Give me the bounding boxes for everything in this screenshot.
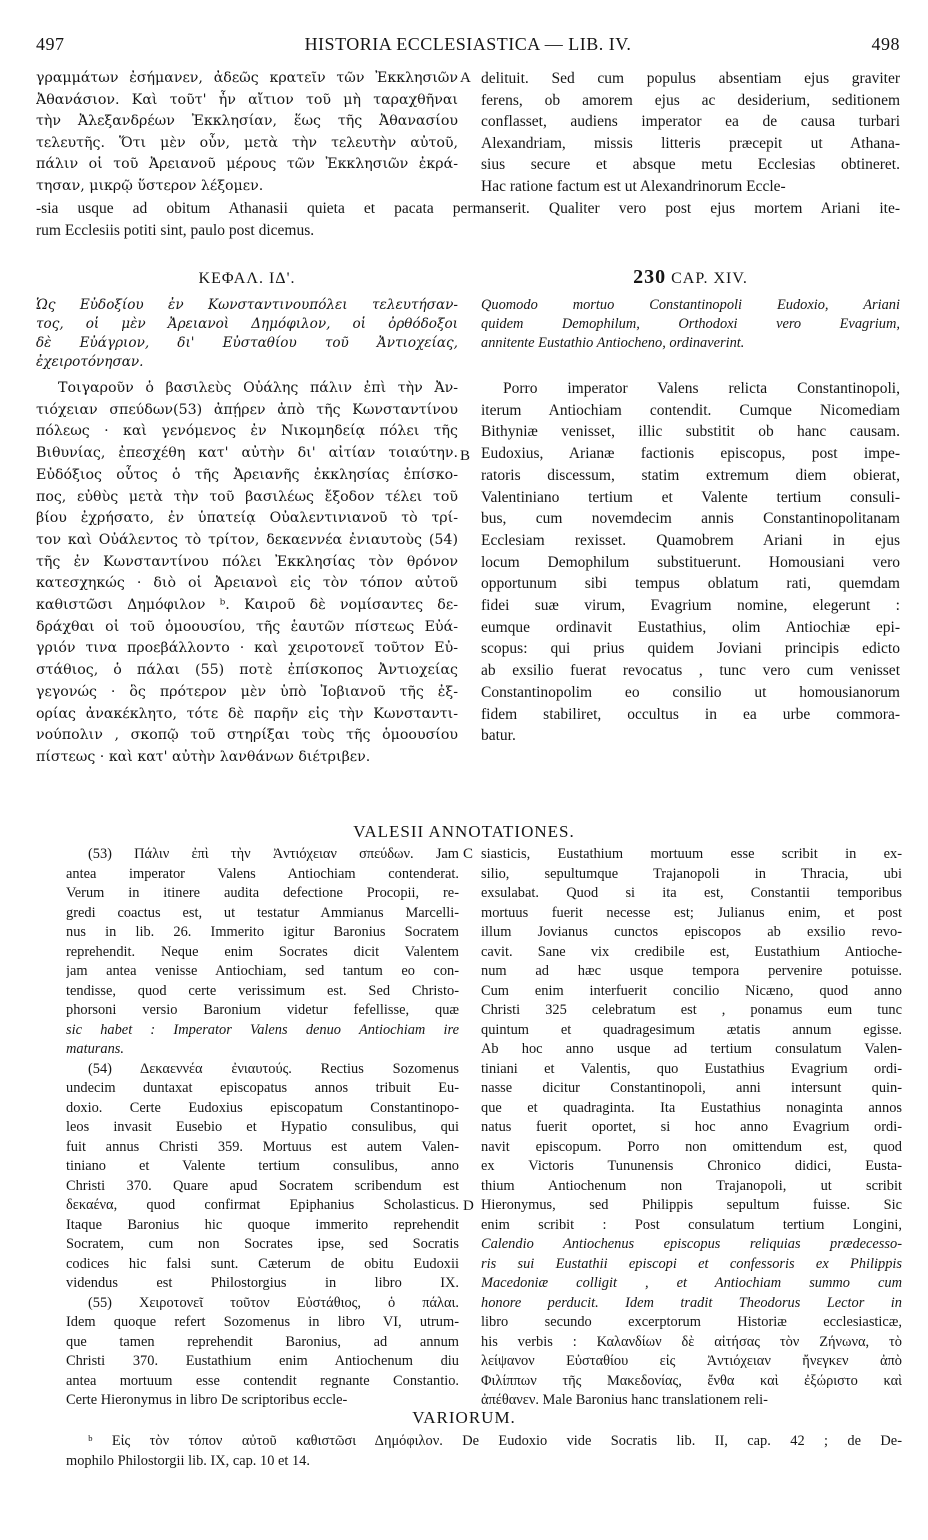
chapter-body-greek xyxy=(36,378,458,769)
annotation-line: Itaque Baronius hic quoque immerito reprehendit xyxy=(66,1216,459,1233)
margin-letter-c: C xyxy=(463,846,474,862)
greek-body-line: τῆς ἐν Κωνσταντίνου πόλει Ἐκκλησίας τὸν θρόνον xyxy=(36,553,458,570)
latin-body-line: iterum Antiochiam contendit. Cumque Nicomediam xyxy=(481,401,900,419)
annotation-line: leos invasit Eusebio et Hypatio consulibus, qui xyxy=(66,1119,459,1135)
annotations-right-column xyxy=(481,845,902,1411)
greek-line: γραμμάτων ἐσήμανεν, ἀδεῶς κρατεῖν τῶν Ἐκκλησιῶν xyxy=(36,70,458,86)
annotation-line: doxio. Certe Eudoxius episcopatum Constantinopo- xyxy=(66,1099,459,1116)
latin-body-line: ratoris discessum, statim extremum diem obierat, xyxy=(481,466,900,484)
latin-body-line: eumque ordinavit Eustathius, olim Antiochiæ epi- xyxy=(481,618,900,636)
annotation-line: illum Jovianus cunctos episcopos ab exsilio revo- xyxy=(481,924,902,940)
annotation-line: reprehendit. Neque enim Socrates dicit Valentem xyxy=(66,943,459,960)
latin-body-line: fidem stabiliret, occultus in ea urbe commora- xyxy=(481,705,900,723)
chapter-heading-greek: ΚΕΦΑΛ. ΙΔ'. xyxy=(198,270,296,287)
annotation-line: ex Victoris Tununensis Chronico didici, Eusta- xyxy=(481,1158,902,1174)
latin-body-line: Eudoxius, Arianæ factionis episcopus, post impe- xyxy=(481,445,900,463)
annotation-line: antea mortuum esse contendit regnante Constantio. xyxy=(66,1372,459,1389)
annotation-line: (54) Δεκαεννέα ἐνιαυτούς. Rectius Sozomenus xyxy=(88,1060,459,1077)
latin-body-line: Porro imperator Valens relicta Constantinopoli, xyxy=(503,380,900,397)
greek-body-line: δράχθαι οἱ τοῦ ὁμοουσίου, τῆς ἑαυτῶν πίστεως Εὐά- xyxy=(36,618,458,635)
page-number-left: 497 xyxy=(36,34,65,54)
annotation-line: (55) Χειροτονεῖ τοῦτον Εὐστάθιος, ὁ πάλαι. xyxy=(88,1294,459,1311)
greek-body-line: τον καὶ Οὐάλεντος τὸ τρίτον, δεκαεννέα ἐνιαυτοὺς (54) xyxy=(36,531,458,548)
annotation-line: codices hic falsi sunt. Cæterum de obitu Eudoxii xyxy=(66,1255,459,1272)
chapter-number: 230 xyxy=(633,266,667,288)
latin-line: sius secure et absque metu Ecclesias obtineret. xyxy=(481,156,900,174)
greek-summary-line: δὲ Εὐάγριον, δι' Εὐσταθίου τοῦ Ἀντιοχείας, xyxy=(36,335,458,351)
annotation-line: Christi 370. Eustathium enim Antiochenum diu xyxy=(66,1353,459,1369)
annotation-line: thium Antiochenum non Trajanopoli, ut scribit xyxy=(481,1177,902,1194)
annotation-line: enim scribit : Post consulatum tertium Longini, xyxy=(481,1216,902,1233)
annotation-line: tiniani et Valentis, quo Eustathius Evagrium ordi- xyxy=(481,1060,902,1077)
latin-body-line: Constantinopolim eo consilio ut homousianorum xyxy=(481,683,900,701)
greek-body-line: νούπολιν , σκοπῷ τοῦ στηρίξαι τοὺς τῆς ὁμοουσίου xyxy=(36,727,458,744)
annotation-line: mortuus fuerit necesse est; Julianus enim, et post xyxy=(481,904,902,921)
annotation-line: num ad hæc usque tempora pervenire potuisse. xyxy=(481,963,902,979)
latin-body-line: ab exsilio fuerat revocatus , tunc vero cum venisset xyxy=(481,662,900,680)
annotation-line: honore perducit. Idem tradit Theodorus Lector in xyxy=(481,1294,902,1311)
latin-body-line: bus, cum novemdecim annis Constantinopolitanam xyxy=(481,510,900,528)
continuation-line: -sia usque ad obitum Athanasii quieta et pacata permanserit. Qualiter vero post ejus mortem Ariani ite- xyxy=(36,200,900,217)
annotation-line: Verum in itinere audita defectione Procopii, re- xyxy=(66,885,459,901)
annotation-line: exsulabat. Quod si ita est, Constantii temporibus xyxy=(481,885,902,901)
annotation-line: tendisse, quod certe verissimum est. Sed Christo- xyxy=(66,982,459,999)
annotation-line: Φιλίππων τῆς Μακεδονίας, ἔνθα καὶ ἐξώριστο καὶ xyxy=(481,1372,902,1389)
greek-line: τελευτῆς. Ὅτι μὲν οὖν, μετὰ τὴν τελευτὴν αὐτοῦ, xyxy=(36,134,458,151)
annotation-line: Christi 325 celebratum est , ponamus eum tunc xyxy=(481,1002,902,1018)
full-width-continuation xyxy=(36,198,900,241)
greek-line: πάλιν οἱ τοῦ Ἀρειανοῦ μέρους τῶν Ἐκκλησιῶν ἐκρά- xyxy=(36,156,458,173)
latin-line: conflasset, audiens imperator ea de causa turbari xyxy=(481,113,900,131)
margin-letter-b: B xyxy=(460,448,471,464)
annotation-line: undecim duntaxat episcopatus annos tribuit Eu- xyxy=(66,1080,459,1096)
annotation-line: quintum et quadragesimum ætatis annum egisse. xyxy=(481,1021,902,1038)
annotation-line: Ab hoc anno usque ad tertium consulatum Valen- xyxy=(481,1041,902,1057)
greek-body-line: βίου ἐχρήσατο, ἐν ὑπατείᾳ Οὐαλεντινιανοῦ τὸ τρί- xyxy=(36,510,458,527)
greek-body-line: γεγονώς · ὃς πρότερον μὲν ὑπὸ Ἰοβιανοῦ τῆς ἐξ- xyxy=(36,683,458,700)
running-title: HISTORIA ECCLESIASTICA — LIB. IV. xyxy=(304,34,632,54)
annotation-line: Cum enim interfuerit concilio Nicæno, quod anno xyxy=(481,982,902,999)
annotation-line: siasticis, Eustathium mortuum esse scribit in ex- xyxy=(481,846,902,862)
greek-summary-line: τος, οἱ μὲν Ἀρειανοὶ Δημόφιλον, οἱ ὀρθόδοξοι xyxy=(36,316,458,332)
greek-line: Ἀθανάσιον. Καὶ τοῦτ' ἦν αἴτιον τοῦ μὴ ταραχθῆναι xyxy=(36,91,458,108)
annotation-line: que tamen reprehendit Baronius, ad annum xyxy=(66,1333,459,1350)
variorum-line: mophilo Philostorgii lib. IX, cap. 10 et 14. xyxy=(66,1452,310,1469)
top-greek-column xyxy=(36,68,458,198)
annotation-line: videndus est Philostorgius in libro IX. xyxy=(66,1275,459,1291)
greek-line: τὴν Ἀλεξανδρέων Ἐκκλησίαν, ἕως τῆς Ἀθανασίου xyxy=(36,113,458,130)
latin-body-line: scopus: qui prius quidem Joviani principis edicto xyxy=(481,640,900,658)
annotation-line: maturans. xyxy=(66,1041,124,1057)
running-header xyxy=(36,34,900,56)
greek-body-line: Τοιγαροῦν ὁ βασιλεὺς Οὐάλης πάλιν ἐπὶ τὴν Ἀν- xyxy=(58,380,458,396)
latin-body-line: Ecclesiam rexisset. Quamobrem Ariani in ejus xyxy=(481,531,900,549)
latin-body-line: Bithyniæ venisset, illic substitit ob hanc causam. xyxy=(481,423,900,441)
latin-line: ferens, ob amorem ejus ac desiderium, seditionem xyxy=(481,91,900,109)
annotation-line: fuit annus Christi 359. Mortuus est autem Valen- xyxy=(66,1138,459,1155)
latin-summary-line: annitente Eustathio Antiocheno, ordinaverint. xyxy=(481,335,745,351)
latin-summary-line: quidem Demophilum, Orthodoxi vero Evagrium, xyxy=(481,316,900,332)
annotation-line: Calendio Antiochenus episcopus reliquias prædecesso- xyxy=(481,1236,902,1252)
annotation-line: sic habet : Imperator Valens denuo Antiochiam ire xyxy=(66,1021,459,1038)
latin-body-line: opportunum sibi tempus oblatum rati, quemdam xyxy=(481,575,900,593)
annotation-line: δεκαένα, quod confirmat Epiphanius Scholasticus. xyxy=(66,1197,459,1213)
greek-body-line: πίστεως · καὶ κατ' αὐτὴν λανθάνων διέτριβεν. xyxy=(36,748,371,765)
latin-body-line: Valentiniano tertium et Valente tertium consuli- xyxy=(481,488,900,506)
annotation-line: Idem quoque refert Sozomenus in libro VI, utrum- xyxy=(66,1314,459,1330)
chapter-body-latin xyxy=(481,378,900,747)
margin-letter-d: D xyxy=(463,1198,474,1214)
annotation-line: cavit. Sane vix credibile est, Eustathium Antioche- xyxy=(481,943,902,960)
latin-body-line: batur. xyxy=(481,727,516,745)
greek-body-line: Βιθυνίας, ἐπεσχέθη κατ' αὐτὴν δι' αἰτίαν τοιαύτην. xyxy=(36,445,458,462)
annotation-line: ris sui Eustathii episcopi et confessoris ex Philippis xyxy=(481,1255,902,1272)
greek-body-line: γριόν τινα προεβάλλοντο · καὶ χειροτονεῖ τοῦτον Εὐ- xyxy=(36,640,458,657)
latin-line: Hac ratione factum est ut Alexandrinorum Eccle- xyxy=(481,177,786,195)
annotation-line: Socratem, cum non Socrates ipse, sed Socratis xyxy=(66,1236,459,1252)
chapter-heading-latin xyxy=(481,266,900,289)
variorum-notes xyxy=(66,1432,902,1471)
variorum-line: ᵇ Εἰς τὸν τόπον αὐτοῦ καθιστῶσι Δημόφιλον. De Eudoxio vide Socratis lib. II, cap. 42 ; de De- xyxy=(88,1433,902,1449)
annotation-line: navit episcopum. Porro non omittendum est, quod xyxy=(481,1138,902,1155)
latin-line: delituit. Sed cum populus absentiam ejus graviter xyxy=(481,70,900,87)
greek-body-line: Εὐδόξιος οὗτος ὁ τῆς Ἀρειανῆς ἐκκλησίας ἐπίσκο- xyxy=(36,466,458,483)
annotation-line: λείψανον Εὐσταθίου εἰς Ἀντιόχειαν ἤνεγκεν ἀπὸ xyxy=(481,1353,902,1369)
annotation-line: que et quadraginta. Ita Eustathius nonaginta annos xyxy=(481,1099,902,1116)
annotation-line: silio, sepultumque Trajanopoli in Thracia, ubi xyxy=(481,865,902,882)
latin-body-line: locum Demophilum substituerunt. Homousiani vero xyxy=(481,553,900,571)
annotation-line: Macedoniæ colligit , et Antiochiam summo cum xyxy=(481,1275,902,1291)
page-number-right: 498 xyxy=(871,34,900,54)
greek-body-line: τιόχειαν σπεύδων(53) ἀπῄρεν ἀπὸ τῆς Κωνσταντίνου xyxy=(36,401,458,418)
annotation-line: jam antea venisse Antiochiam, sed tantum eo con- xyxy=(66,963,459,979)
annotation-line: libro secundo excerptorum Historiæ ecclesiasticæ, xyxy=(481,1314,902,1330)
latin-body-line: fidei suæ virum, Evagrium nomine, elegerunt : xyxy=(481,597,900,615)
greek-line: τησαν, μικρῷ ὕστερον λέξομεν. xyxy=(36,177,264,194)
annotation-line: antea imperator Valens Antiochiam contenderat. xyxy=(66,865,459,882)
annotation-line: his verbis : Καλανδίων δὲ αἰτήσας τὸν Ζήνωνα, τὸ xyxy=(481,1333,902,1350)
greek-summary-line: ἐχειροτόνησαν. xyxy=(36,354,144,370)
greek-body-line: πος, εὐθὺς μετὰ τὴν τοῦ βασιλέως ἔξοδον τέλει τοῦ xyxy=(36,488,458,505)
latin-line: Alexandriam, missis litteris præcepit ut Athana- xyxy=(481,134,900,152)
chapter-label: CAP. XIV. xyxy=(671,270,748,287)
margin-letter-a: A xyxy=(460,70,471,86)
continuation-line: rum Ecclesiis potiti sint, paulo post dicemus. xyxy=(36,221,315,239)
annotation-line: natus fuerit oportet, si hoc anno Evagrium ordi- xyxy=(481,1119,902,1135)
latin-summary-line: Quomodo mortuo Constantinopoli Eudoxio, Ariani xyxy=(481,297,900,313)
greek-body-line: κατεσχηκώς · διὸ οἱ Ἀρειανοὶ εἰς τὸν τόπον αὐτοῦ xyxy=(36,575,458,592)
greek-body-line: στάθιος, ὁ πάλαι (55) ποτὲ ἐπίσκοπος Ἀντιοχείας xyxy=(36,662,458,679)
annotations-left-column xyxy=(66,845,459,1411)
annotations-heading: VALESII ANNOTATIONES. xyxy=(353,822,575,841)
greek-summary-line: Ὡς Εὐδοξίου ἐν Κωνσταντινουπόλει τελευτήσαν- xyxy=(36,297,458,313)
annotation-line: ἀπέθανεν. Male Baronius hanc translationem reli- xyxy=(481,1392,768,1408)
annotation-line: gredi coactus est, ut testatur Ammianus Marcelli- xyxy=(66,904,459,921)
annotation-line: (53) Πάλιν ἐπὶ τὴν Ἀντιόχειαν σπεύδων. Jam xyxy=(88,846,459,862)
annotation-line: Hieronymus, sed Philippis sepultum fuisse. Sic xyxy=(481,1197,902,1213)
variorum-heading: VARIORUM. xyxy=(412,1408,516,1427)
greek-body-line: πόλεως · καὶ γενόμενος ἐν Νικομηδείᾳ πόλει τῆς xyxy=(36,423,458,440)
annotation-line: Certe Hieronymus in libro De scriptoribus eccle- xyxy=(66,1392,348,1408)
annotation-line: Christi 370. Quare apud Socratem scribendum est xyxy=(66,1177,459,1194)
greek-body-line: ορίας ἀνακέκλητο, τότε δὲ παρῆν εἰς τὴν Κωνσταντι- xyxy=(36,705,458,722)
greek-body-line: καθιστῶσι Δημόφιλον ᵇ. Καιροῦ δὲ νομίσαντες δε- xyxy=(36,597,458,614)
top-latin-column xyxy=(481,68,900,198)
chapter-summary-latin xyxy=(481,296,900,353)
annotation-line: tiniano et Valente tertium consulibus, anno xyxy=(66,1158,459,1174)
chapter-summary-greek xyxy=(36,296,458,372)
annotation-line: phorsoni versio Baronium videtur fefellisse, quæ xyxy=(66,1002,459,1018)
annotation-line: nus in lib. 26. Immerito igitur Baronius Socratem xyxy=(66,924,459,940)
annotation-line: nasse dicitur Constantinopoli, anni intersunt quin- xyxy=(481,1080,902,1096)
